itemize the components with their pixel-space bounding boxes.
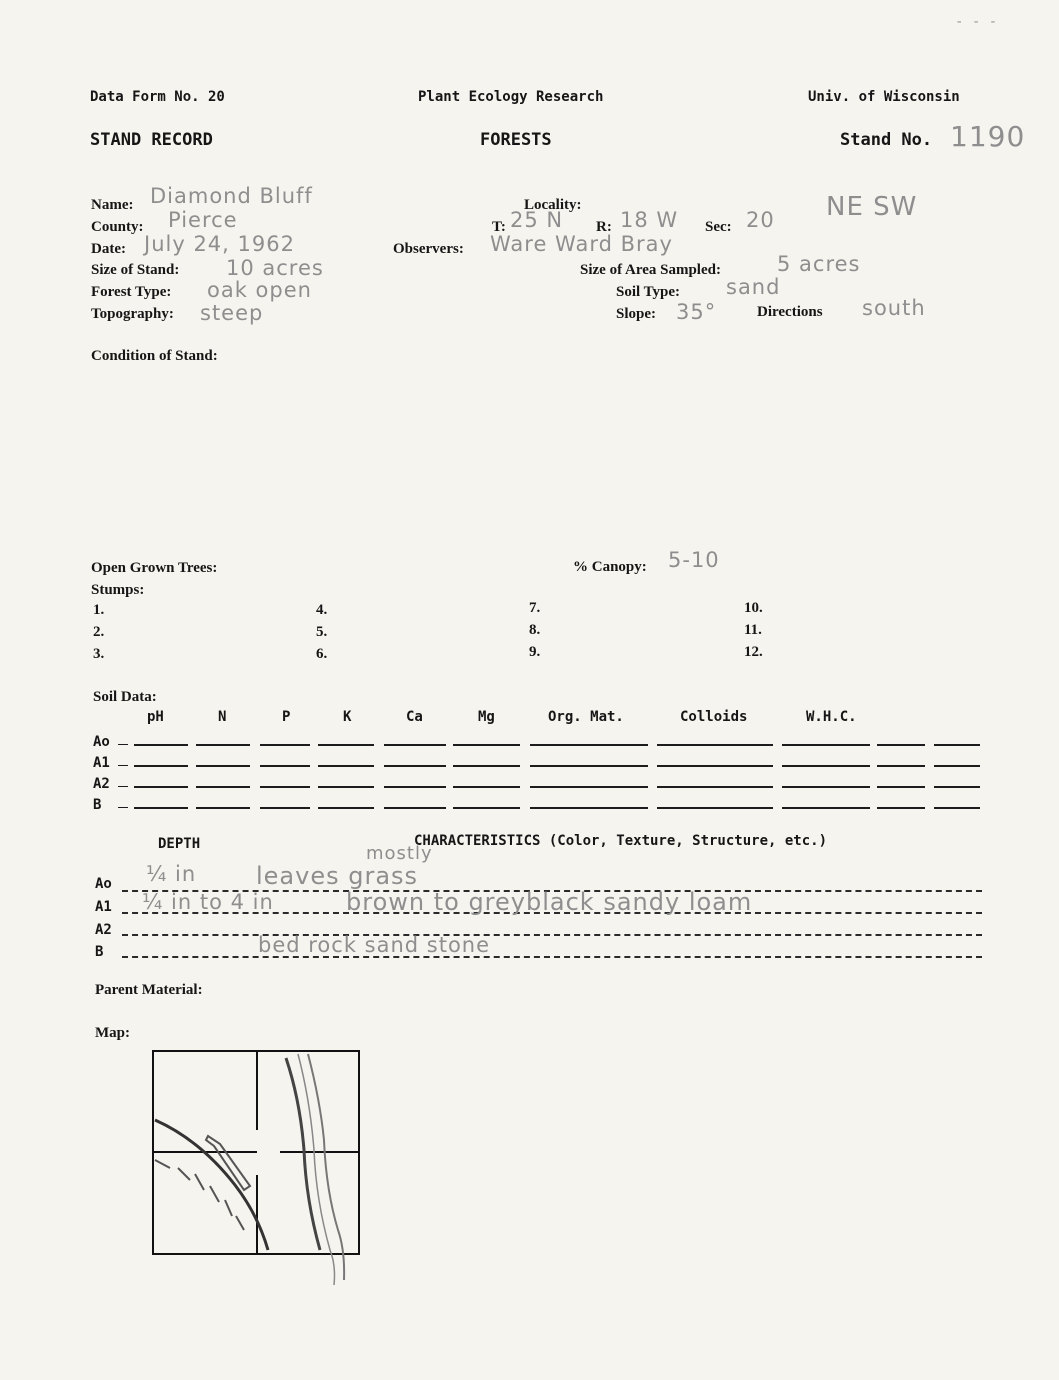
soil-row-stub	[118, 765, 128, 766]
soil-data-blank	[934, 786, 980, 788]
soil-column-header: N	[218, 709, 227, 725]
locality-label: Locality:	[524, 197, 582, 213]
soil-type-label: Soil Type:	[616, 284, 681, 300]
profile-line	[122, 934, 982, 936]
area-sampled-label: Size of Area Sampled:	[580, 262, 721, 278]
date-value: July 24, 1962	[144, 232, 295, 256]
stand-no-value: 1190	[950, 120, 1026, 153]
map-sketch	[140, 1040, 380, 1290]
form-number: Data Form No. 20	[90, 89, 225, 105]
soil-data-blank	[384, 744, 446, 746]
slope-label: Slope:	[616, 306, 657, 322]
soil-data-blank	[453, 786, 520, 788]
name-label: Name:	[91, 197, 134, 213]
soil-data-blank	[934, 765, 980, 767]
soil-data-blank	[657, 786, 773, 788]
soil-data-blank	[196, 786, 250, 788]
soil-data-blank	[134, 744, 188, 746]
stand-no-label: Stand No.	[840, 130, 933, 150]
parent-material-label: Parent Material:	[95, 982, 203, 998]
stump-number: 9.	[529, 644, 541, 660]
soil-column-header: pH	[147, 709, 164, 725]
soil-data-blank	[877, 765, 925, 767]
slope-value: 35°	[676, 300, 717, 324]
county-label: County:	[91, 219, 144, 235]
soil-row-stub	[118, 786, 128, 787]
profile-line	[122, 956, 982, 958]
soil-column-header: K	[343, 709, 352, 725]
soil-data-blank	[134, 786, 188, 788]
r-label: R:	[596, 219, 612, 235]
soil-data-blank	[453, 765, 520, 767]
soil-row-label: A1	[93, 755, 110, 771]
topography-label: Topography:	[91, 306, 174, 322]
area-sampled-value: 5 acres	[777, 252, 861, 276]
directions-label: Directions	[757, 304, 823, 320]
profile-horizon: B	[95, 944, 104, 960]
quarter-value: NE SW	[826, 192, 918, 222]
soil-data-blank	[134, 807, 188, 809]
canopy-value: 5-10	[668, 548, 720, 572]
research-title: Plant Ecology Research	[418, 89, 604, 105]
stump-number: 8.	[529, 622, 541, 638]
soil-data-blank	[877, 807, 925, 809]
soil-data-blank	[934, 807, 980, 809]
soil-data-blank	[782, 786, 870, 788]
size-label: Size of Stand:	[91, 262, 180, 278]
profile-horizon: A2	[95, 922, 112, 938]
soil-row-label: B	[93, 797, 102, 813]
soil-column-header: W.H.C.	[806, 709, 857, 725]
soil-column-header: Colloids	[680, 709, 748, 725]
category: FORESTS	[480, 130, 552, 150]
soil-data-blank	[657, 744, 773, 746]
soil-data-blank	[318, 786, 374, 788]
r-value: 18 W	[620, 208, 679, 232]
soil-column-header: Ca	[406, 709, 423, 725]
directions-value: south	[862, 296, 926, 320]
topography-value: steep	[200, 301, 264, 325]
soil-data-blank	[318, 744, 374, 746]
t-value: 25 N	[510, 208, 564, 232]
canopy-label: % Canopy:	[573, 559, 647, 575]
stump-number: 10.	[744, 600, 763, 616]
profile-note: mostly	[366, 843, 433, 864]
soil-data-blank	[318, 807, 374, 809]
soil-data-blank	[934, 744, 980, 746]
stump-number: 4.	[316, 602, 328, 618]
soil-type-value: sand	[726, 275, 781, 299]
map-label: Map:	[95, 1025, 130, 1041]
condition-label: Condition of Stand:	[91, 348, 218, 364]
stump-number: 7.	[529, 600, 541, 616]
soil-data-blank	[260, 807, 310, 809]
soil-data-blank	[196, 744, 250, 746]
depth-label: DEPTH	[158, 836, 201, 852]
date-label: Date:	[91, 241, 126, 257]
forest-type-label: Forest Type:	[91, 284, 172, 300]
stump-number: 3.	[93, 646, 105, 662]
soil-row-stub	[118, 744, 128, 745]
soil-data-blank	[260, 765, 310, 767]
soil-data-blank	[196, 765, 250, 767]
record-type: STAND RECORD	[90, 130, 213, 150]
soil-data-blank	[453, 744, 520, 746]
county-value: Pierce	[168, 208, 238, 232]
soil-data-blank	[134, 765, 188, 767]
stumps-label: Stumps:	[91, 582, 145, 598]
soil-data-title: Soil Data:	[93, 689, 157, 705]
name-value: Diamond Bluff	[150, 184, 313, 208]
profile-depth: ¼ in	[146, 862, 197, 886]
soil-column-header: Org. Mat.	[548, 709, 624, 725]
university: Univ. of Wisconsin	[808, 89, 960, 105]
soil-column-header: P	[282, 709, 291, 725]
observers-label: Observers:	[393, 241, 464, 257]
stump-number: 11.	[744, 622, 762, 638]
corner-mark: - - -	[955, 14, 998, 30]
forest-type-value: oak open	[207, 278, 312, 302]
sec-label: Sec:	[705, 219, 732, 235]
profile-depth: ¼ in to 4 in	[142, 890, 274, 914]
observers-value: Ware Ward Bray	[490, 232, 673, 256]
profile-horizon: A1	[95, 899, 112, 915]
stump-number: 2.	[93, 624, 105, 640]
soil-data-blank	[196, 807, 250, 809]
stump-number: 5.	[316, 624, 328, 640]
open-grown-label: Open Grown Trees:	[91, 560, 218, 576]
sec-value: 20	[746, 208, 775, 232]
soil-data-blank	[260, 786, 310, 788]
stump-number: 6.	[316, 646, 328, 662]
t-label: T:	[492, 219, 506, 235]
soil-data-blank	[657, 765, 773, 767]
soil-data-blank	[877, 744, 925, 746]
characteristics-label: CHARACTERISTICS (Color, Texture, Structure, etc.)	[414, 833, 828, 849]
profile-characteristics: brown to greyblack sandy loam	[346, 888, 753, 916]
soil-data-blank	[384, 765, 446, 767]
soil-data-blank	[384, 786, 446, 788]
soil-data-blank	[384, 807, 446, 809]
stump-number: 1.	[93, 602, 105, 618]
stump-number: 12.	[744, 644, 763, 660]
size-value: 10 acres	[226, 256, 324, 280]
soil-data-blank	[530, 807, 648, 809]
soil-column-header: Mg	[478, 709, 495, 725]
soil-data-blank	[530, 744, 648, 746]
profile-characteristics: leaves grass	[256, 862, 419, 890]
soil-data-blank	[260, 744, 310, 746]
soil-data-blank	[453, 807, 520, 809]
soil-row-label: Ao	[93, 734, 110, 750]
soil-data-blank	[782, 744, 870, 746]
soil-data-blank	[318, 765, 374, 767]
profile-horizon: Ao	[95, 876, 112, 892]
profile-characteristics: bed rock sand stone	[258, 933, 491, 957]
soil-row-stub	[118, 807, 128, 808]
soil-data-blank	[530, 765, 648, 767]
soil-data-blank	[657, 807, 773, 809]
soil-data-blank	[782, 765, 870, 767]
soil-row-label: A2	[93, 776, 110, 792]
soil-data-blank	[877, 786, 925, 788]
soil-data-blank	[782, 807, 870, 809]
soil-data-blank	[530, 786, 648, 788]
